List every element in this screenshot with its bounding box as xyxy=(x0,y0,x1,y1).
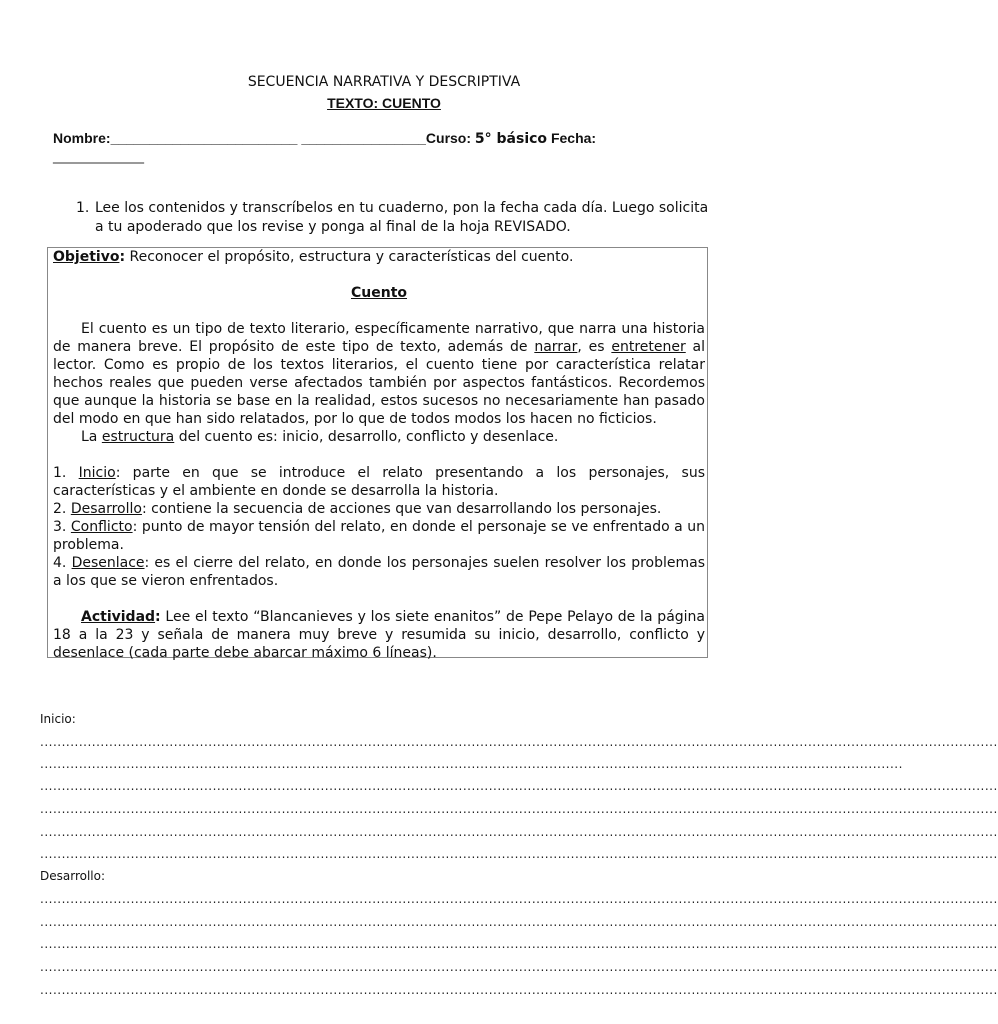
instruction-item xyxy=(76,199,716,237)
part-inicio: 1. Inicio: parte en que se introduce el relato presentando a los personajes, sus características y el ambiente en donde se desarrolla la historia. xyxy=(53,465,705,499)
objetivo-label: Objetivo xyxy=(53,249,120,265)
instruction-text: Lee los contenidos y transcríbelos en tu cuaderno, pon la fecha cada día. Luego solicita a tu apoderado que los revise y ponga al final de la hoja REVISADO. xyxy=(95,200,709,235)
part-desarrollo: 2. Desarrollo: contiene la secuencia de acciones que van desarrollando los personajes. xyxy=(53,501,662,517)
desarrollo-answer-line-2[interactable]: .............................................................................................................................................................................................................................. xyxy=(40,915,998,929)
nombre-label: Nombre: xyxy=(53,130,111,146)
desarrollo-answer-line-1[interactable]: .............................................................................................................................................................................................................................. xyxy=(40,892,998,906)
estructura-paragraph: La estructura del cuento es: inicio, desarrollo, conflicto y desenlace. xyxy=(81,429,559,445)
instruction-number: 1. xyxy=(76,200,90,216)
fecha-blank[interactable]: _____________ xyxy=(53,148,144,164)
desarrollo-answer-line-3[interactable]: .............................................................................................................................................................................................................................. xyxy=(40,937,998,951)
objective-paragraph: Objetivo: Reconocer el propósito, estructura y características del cuento. xyxy=(53,249,574,265)
actividad-label: Actividad xyxy=(81,609,156,625)
narrar-word: narrar xyxy=(534,339,578,355)
curso-value: 5° básico xyxy=(474,131,548,147)
cuento-paragraph: El cuento es un tipo de texto literario, específicamente narrativo, que narra una historia de manera breve. El propósito de este tipo de texto, además de narrar, es entretener al lector. Como es propio de los textos literarios, el cuento tiene por característica relatar hechos reales que pueden verse afectados también por aspectos fantásticos. Recordemos que aunque la historia se base en la realidad, estos sucesos no necesariamente han pasado del modo en que han sido relatados, por lo que de todos modos los hacen no ficticios. xyxy=(53,321,706,427)
actividad-paragraph: Actividad: Lee el texto “Blancanieves y los siete enanitos” de Pepe Pelayo de la página 18 a la 23 y señala de manera muy breve y resumida su inicio, desarrollo, conflicto y desenlace (cada parte debe abarcar máximo 6 líneas). xyxy=(53,609,705,661)
objetivo-text: Reconocer el propósito, estructura y características del cuento. xyxy=(125,249,574,265)
name-course-date-row xyxy=(53,130,596,147)
cuento-heading: Cuento xyxy=(350,285,407,301)
inicio-answer-line-2[interactable]: ........................................................................................................................................................................................................ xyxy=(40,757,903,771)
desarrollo-answer-line-4[interactable]: .............................................................................................................................................................................................................................. xyxy=(40,960,998,974)
inicio-answer-line-1[interactable]: .............................................................................................................................................................................................................................. xyxy=(40,735,998,749)
estructura-word: estructura xyxy=(101,429,175,445)
nombre-blank[interactable]: ________________________ ________________ xyxy=(110,130,426,146)
inicio-answer-line-5[interactable]: .............................................................................................................................................................................................................................. xyxy=(40,825,998,839)
fecha-label: Fecha: xyxy=(550,130,597,146)
entretener-word: entretener xyxy=(611,339,686,355)
part-conflicto: 3. Conflicto: punto de mayor tensión del relato, en donde el personaje se ve enfrentado a un problema. xyxy=(53,519,706,553)
part-desenlace: 4. Desenlace: es el cierre del relato, en donde los personajes suelen resolver los problemas a los que se vieron enfrentados. xyxy=(53,555,705,589)
inicio-answer-line-6[interactable]: .............................................................................................................................................................................................................................. xyxy=(40,847,998,861)
content-box xyxy=(53,248,705,662)
curso-label: Curso: xyxy=(425,130,472,146)
inicio-answer-line-4[interactable]: .............................................................................................................................................................................................................................. xyxy=(40,802,998,816)
desarrollo-answer-line-5[interactable]: .............................................................................................................................................................................................................................. xyxy=(40,983,998,997)
document-title: SECUENCIA NARRATIVA Y DESCRIPTIVA xyxy=(247,74,521,90)
inicio-label: Inicio: xyxy=(40,712,76,726)
inicio-answer-line-3[interactable]: .............................................................................................................................................................................................................................. xyxy=(40,779,998,793)
document-subtitle: TEXTO: CUENTO xyxy=(327,95,441,111)
desarrollo-label: Desarrollo: xyxy=(40,869,106,883)
